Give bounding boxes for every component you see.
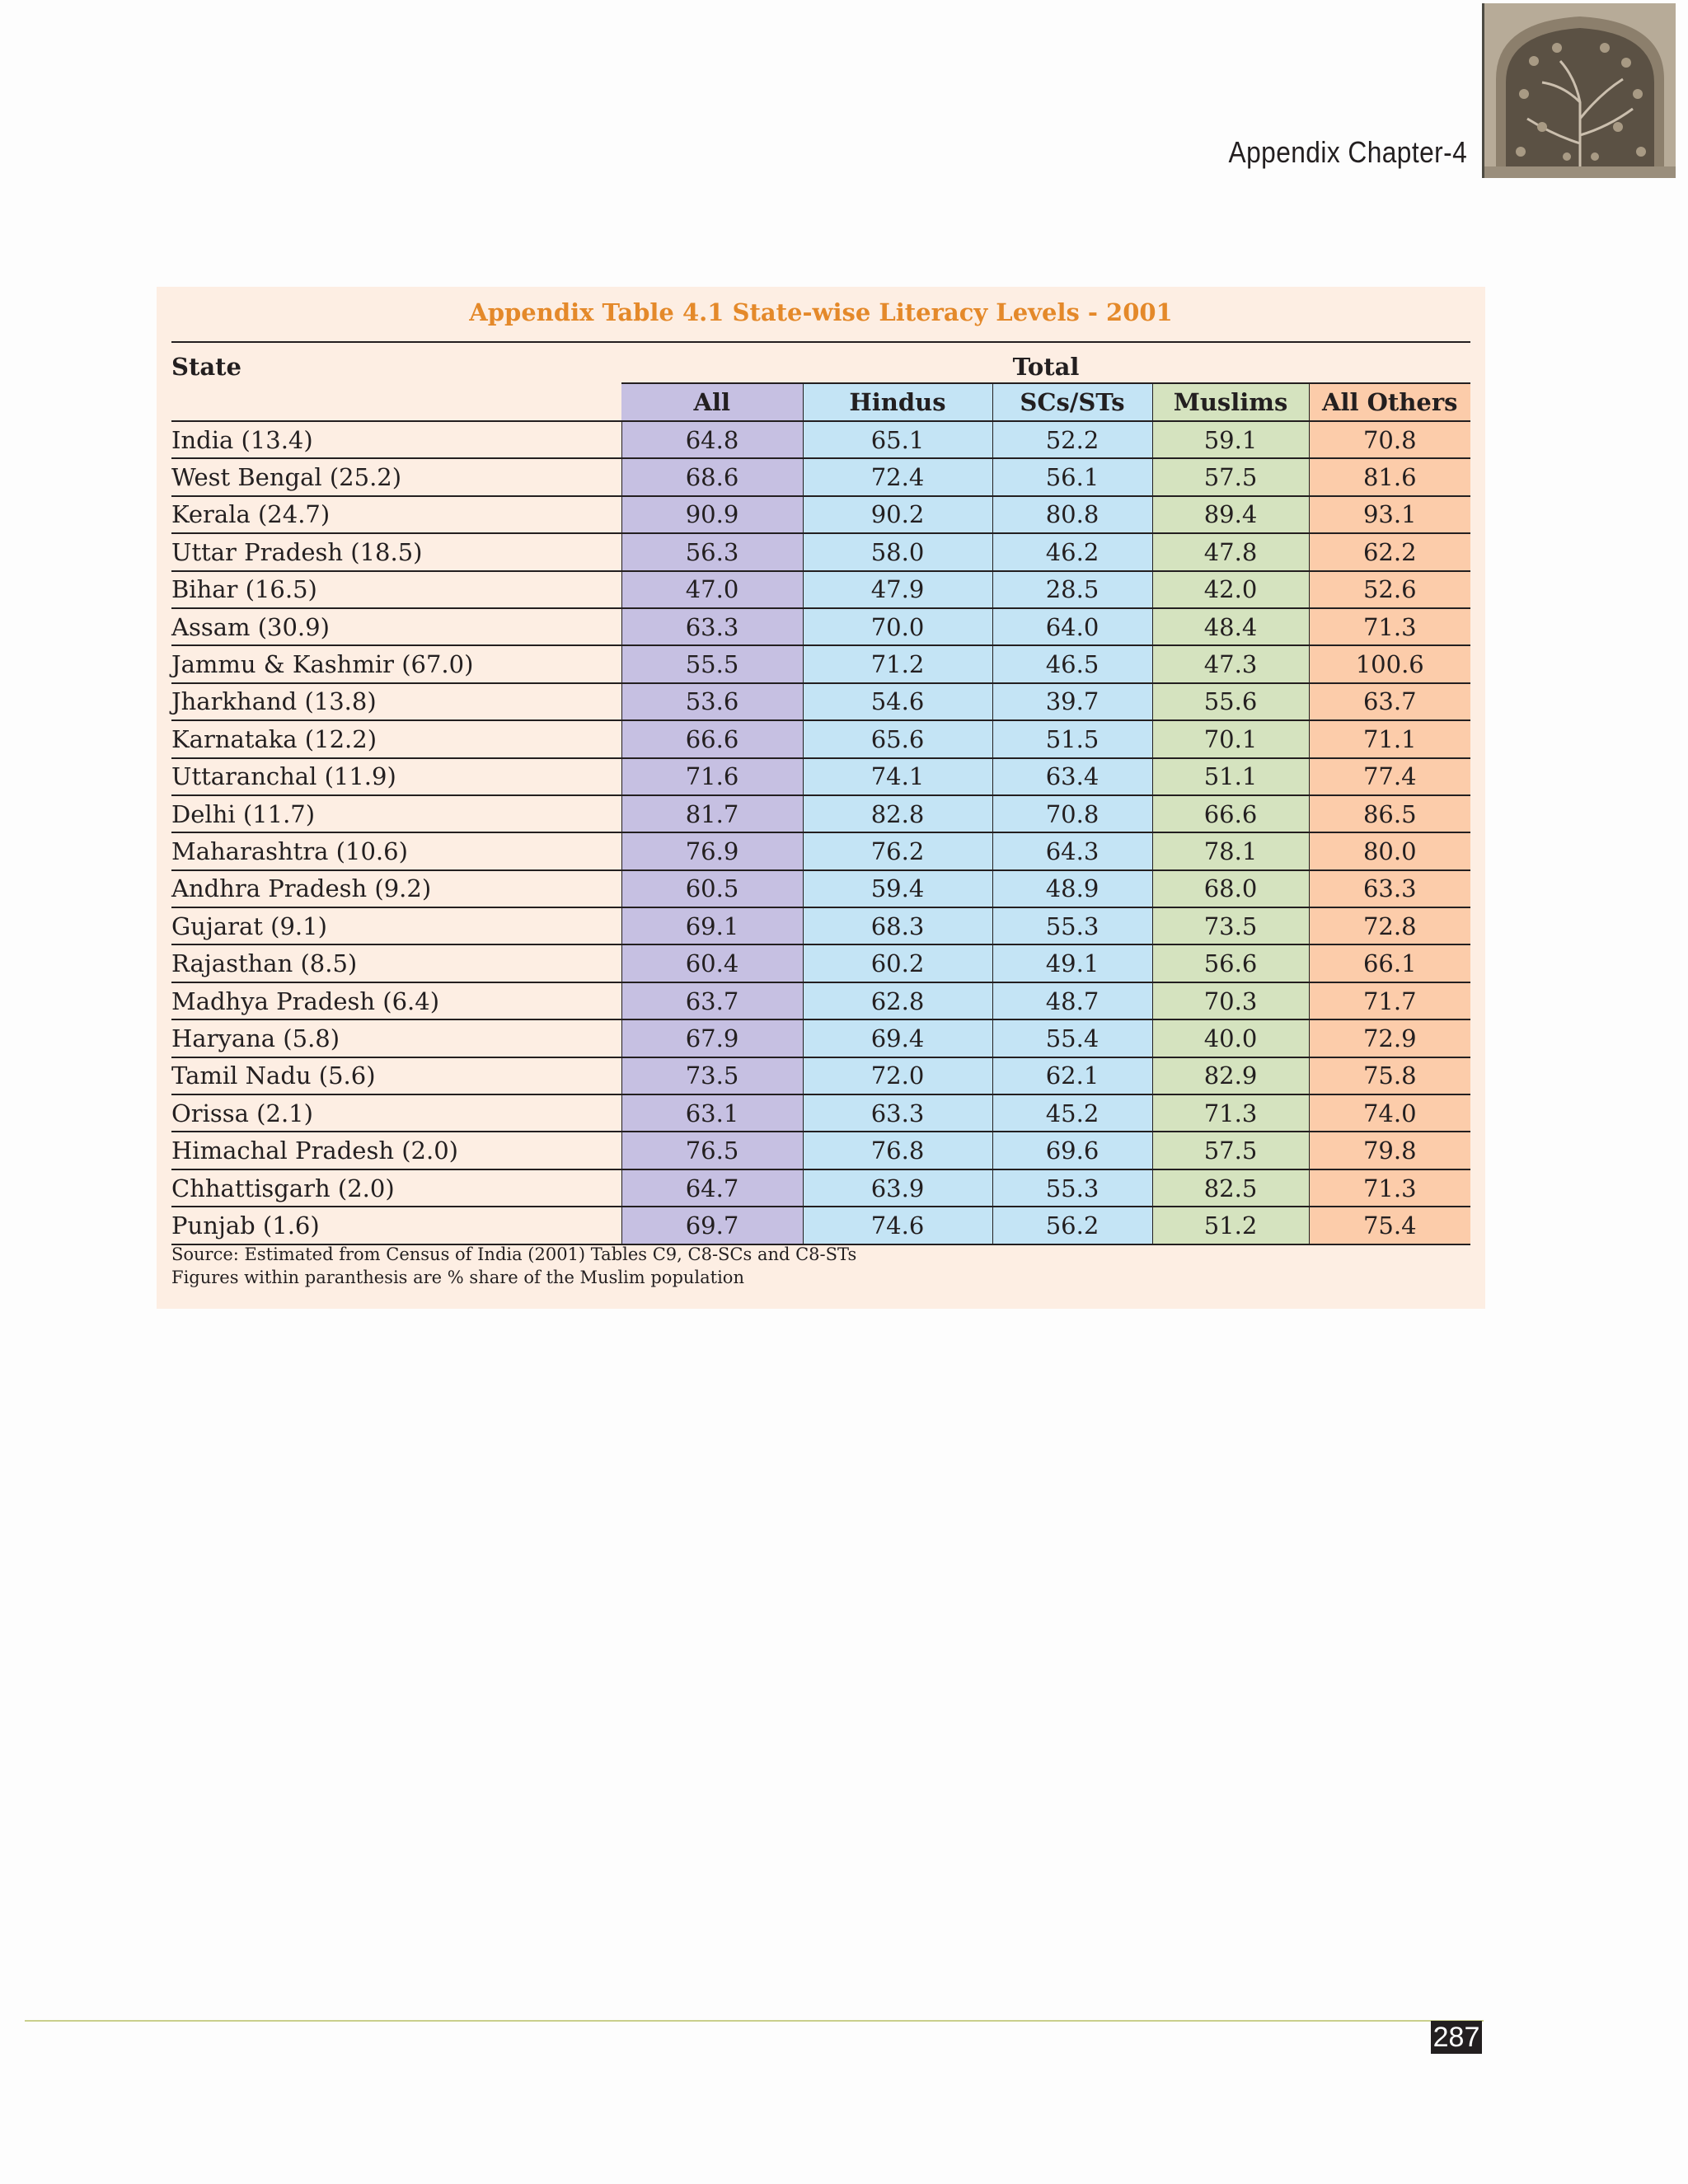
state-name-cell: Haryana (5.8) <box>171 1019 621 1057</box>
hindus-value-cell: 76.8 <box>803 1132 992 1169</box>
hindus-value-cell: 62.8 <box>803 982 992 1019</box>
state-name-cell: Maharashtra (10.6) <box>171 832 621 869</box>
literacy-table <box>171 341 1470 1245</box>
scs-sts-value-cell: 55.3 <box>992 907 1152 944</box>
state-name-cell: West Bengal (25.2) <box>171 458 621 495</box>
all-value-cell: 76.5 <box>621 1132 803 1169</box>
all-value-cell: 64.7 <box>621 1169 803 1207</box>
hindus-value-cell: 72.4 <box>803 458 992 495</box>
table-row <box>171 1019 1470 1057</box>
all-others-value-cell: 81.6 <box>1309 458 1470 495</box>
table-row <box>171 608 1470 645</box>
table-row <box>171 720 1470 757</box>
all-others-value-cell: 74.0 <box>1309 1094 1470 1132</box>
table-row <box>171 870 1470 907</box>
table-row <box>171 1132 1470 1169</box>
all-value-cell: 69.1 <box>621 907 803 944</box>
state-name-cell: Bihar (16.5) <box>171 571 621 608</box>
table-row <box>171 1057 1470 1094</box>
muslims-value-cell: 70.3 <box>1152 982 1309 1019</box>
all-value-cell: 76.9 <box>621 832 803 869</box>
table-row <box>171 645 1470 682</box>
table-panel <box>157 287 1485 1309</box>
muslims-value-cell: 51.2 <box>1152 1207 1309 1244</box>
muslims-value-cell: 68.0 <box>1152 870 1309 907</box>
all-value-cell: 63.7 <box>621 982 803 1019</box>
all-others-value-cell: 86.5 <box>1309 795 1470 832</box>
state-name-cell: Uttaranchal (11.9) <box>171 758 621 795</box>
scs-sts-value-cell: 64.0 <box>992 608 1152 645</box>
column-header-muslims: Muslims <box>1152 383 1309 421</box>
state-name-cell: Orissa (2.1) <box>171 1094 621 1132</box>
state-name-cell: Andhra Pradesh (9.2) <box>171 870 621 907</box>
table-row <box>171 533 1470 570</box>
scs-sts-value-cell: 55.4 <box>992 1019 1152 1057</box>
state-column-header: State <box>171 342 621 421</box>
muslims-value-cell: 42.0 <box>1152 571 1309 608</box>
all-others-value-cell: 100.6 <box>1309 645 1470 682</box>
hindus-value-cell: 60.2 <box>803 944 992 982</box>
hindus-value-cell: 63.3 <box>803 1094 992 1132</box>
scs-sts-value-cell: 55.3 <box>992 1169 1152 1207</box>
muslims-value-cell: 66.6 <box>1152 795 1309 832</box>
scs-sts-value-cell: 46.5 <box>992 645 1152 682</box>
scs-sts-value-cell: 70.8 <box>992 795 1152 832</box>
table-row <box>171 421 1470 458</box>
chapter-label: Appendix Chapter-4 <box>1228 135 1467 169</box>
state-name-cell: Kerala (24.7) <box>171 496 621 533</box>
state-name-cell: Uttar Pradesh (18.5) <box>171 533 621 570</box>
all-others-value-cell: 63.7 <box>1309 683 1470 720</box>
muslims-value-cell: 89.4 <box>1152 496 1309 533</box>
jali-window-image <box>1484 3 1676 178</box>
hindus-value-cell: 71.2 <box>803 645 992 682</box>
all-value-cell: 67.9 <box>621 1019 803 1057</box>
table-row <box>171 496 1470 533</box>
table-row <box>171 683 1470 720</box>
hindus-value-cell: 74.1 <box>803 758 992 795</box>
scs-sts-value-cell: 80.8 <box>992 496 1152 533</box>
state-name-cell: India (13.4) <box>171 421 621 458</box>
all-others-value-cell: 71.3 <box>1309 1169 1470 1207</box>
scs-sts-value-cell: 52.2 <box>992 421 1152 458</box>
all-others-value-cell: 72.9 <box>1309 1019 1470 1057</box>
all-others-value-cell: 63.3 <box>1309 870 1470 907</box>
all-value-cell: 60.4 <box>621 944 803 982</box>
page-number: 287 <box>1431 2021 1482 2054</box>
column-header-all: All <box>621 383 803 421</box>
state-name-cell: Punjab (1.6) <box>171 1207 621 1244</box>
state-name-cell: Delhi (11.7) <box>171 795 621 832</box>
total-group-header: Total <box>621 342 1470 383</box>
footer-rule <box>25 2020 1484 2022</box>
scs-sts-value-cell: 62.1 <box>992 1057 1152 1094</box>
all-others-value-cell: 62.2 <box>1309 533 1470 570</box>
muslims-value-cell: 71.3 <box>1152 1094 1309 1132</box>
muslims-value-cell: 40.0 <box>1152 1019 1309 1057</box>
hindus-value-cell: 90.2 <box>803 496 992 533</box>
parenthesis-note: Figures within paranthesis are % share of the Muslim population <box>171 1268 744 1287</box>
all-value-cell: 53.6 <box>621 683 803 720</box>
muslims-value-cell: 51.1 <box>1152 758 1309 795</box>
muslims-value-cell: 57.5 <box>1152 1132 1309 1169</box>
all-value-cell: 60.5 <box>621 870 803 907</box>
scs-sts-value-cell: 51.5 <box>992 720 1152 757</box>
hindus-value-cell: 54.6 <box>803 683 992 720</box>
muslims-value-cell: 73.5 <box>1152 907 1309 944</box>
all-others-value-cell: 71.7 <box>1309 982 1470 1019</box>
table-row <box>171 944 1470 982</box>
hindus-value-cell: 58.0 <box>803 533 992 570</box>
scs-sts-value-cell: 45.2 <box>992 1094 1152 1132</box>
hindus-value-cell: 69.4 <box>803 1019 992 1057</box>
muslims-value-cell: 82.5 <box>1152 1169 1309 1207</box>
all-value-cell: 73.5 <box>621 1057 803 1094</box>
all-others-value-cell: 71.1 <box>1309 720 1470 757</box>
scs-sts-value-cell: 56.2 <box>992 1207 1152 1244</box>
state-name-cell: Chhattisgarh (2.0) <box>171 1169 621 1207</box>
hindus-value-cell: 68.3 <box>803 907 992 944</box>
hindus-value-cell: 70.0 <box>803 608 992 645</box>
hindus-value-cell: 74.6 <box>803 1207 992 1244</box>
table-row <box>171 1207 1470 1244</box>
muslims-value-cell: 47.8 <box>1152 533 1309 570</box>
state-name-cell: Himachal Pradesh (2.0) <box>171 1132 621 1169</box>
table-row <box>171 571 1470 608</box>
hindus-value-cell: 63.9 <box>803 1169 992 1207</box>
scs-sts-value-cell: 63.4 <box>992 758 1152 795</box>
scs-sts-value-cell: 39.7 <box>992 683 1152 720</box>
column-header-scs-sts: SCs/STs <box>992 383 1152 421</box>
state-name-cell: Karnataka (12.2) <box>171 720 621 757</box>
scs-sts-value-cell: 46.2 <box>992 533 1152 570</box>
all-others-value-cell: 52.6 <box>1309 571 1470 608</box>
table-row <box>171 458 1470 495</box>
muslims-value-cell: 82.9 <box>1152 1057 1309 1094</box>
state-name-cell: Jharkhand (13.8) <box>171 683 621 720</box>
all-value-cell: 56.3 <box>621 533 803 570</box>
scs-sts-value-cell: 69.6 <box>992 1132 1152 1169</box>
hindus-value-cell: 76.2 <box>803 832 992 869</box>
scs-sts-value-cell: 56.1 <box>992 458 1152 495</box>
all-value-cell: 71.6 <box>621 758 803 795</box>
all-value-cell: 66.6 <box>621 720 803 757</box>
scs-sts-value-cell: 64.3 <box>992 832 1152 869</box>
all-value-cell: 64.8 <box>621 421 803 458</box>
column-header-hindus: Hindus <box>803 383 992 421</box>
state-name-cell: Madhya Pradesh (6.4) <box>171 982 621 1019</box>
muslims-value-cell: 55.6 <box>1152 683 1309 720</box>
scs-sts-value-cell: 48.9 <box>992 870 1152 907</box>
muslims-value-cell: 47.3 <box>1152 645 1309 682</box>
state-name-cell: Assam (30.9) <box>171 608 621 645</box>
table-row <box>171 1094 1470 1132</box>
table-row <box>171 1169 1470 1207</box>
all-others-value-cell: 75.4 <box>1309 1207 1470 1244</box>
all-value-cell: 55.5 <box>621 645 803 682</box>
table-row <box>171 758 1470 795</box>
all-others-value-cell: 80.0 <box>1309 832 1470 869</box>
state-name-cell: Rajasthan (8.5) <box>171 944 621 982</box>
hindus-value-cell: 72.0 <box>803 1057 992 1094</box>
column-header-all-others: All Others <box>1309 383 1470 421</box>
state-name-cell: Tamil Nadu (5.6) <box>171 1057 621 1094</box>
all-value-cell: 68.6 <box>621 458 803 495</box>
monument-photo <box>1482 3 1676 178</box>
all-others-value-cell: 66.1 <box>1309 944 1470 982</box>
hindus-value-cell: 59.4 <box>803 870 992 907</box>
all-others-value-cell: 75.8 <box>1309 1057 1470 1094</box>
table-body <box>171 421 1470 1244</box>
all-others-value-cell: 93.1 <box>1309 496 1470 533</box>
hindus-value-cell: 65.6 <box>803 720 992 757</box>
state-name-cell: Gujarat (9.1) <box>171 907 621 944</box>
all-value-cell: 47.0 <box>621 571 803 608</box>
all-others-value-cell: 70.8 <box>1309 421 1470 458</box>
hindus-value-cell: 65.1 <box>803 421 992 458</box>
hindus-value-cell: 82.8 <box>803 795 992 832</box>
all-value-cell: 63.1 <box>621 1094 803 1132</box>
scs-sts-value-cell: 48.7 <box>992 982 1152 1019</box>
muslims-value-cell: 57.5 <box>1152 458 1309 495</box>
all-value-cell: 63.3 <box>621 608 803 645</box>
scs-sts-value-cell: 49.1 <box>992 944 1152 982</box>
muslims-value-cell: 70.1 <box>1152 720 1309 757</box>
table-notes <box>171 1243 856 1289</box>
scs-sts-value-cell: 28.5 <box>992 571 1152 608</box>
all-value-cell: 90.9 <box>621 496 803 533</box>
all-others-value-cell: 72.8 <box>1309 907 1470 944</box>
muslims-value-cell: 48.4 <box>1152 608 1309 645</box>
all-value-cell: 69.7 <box>621 1207 803 1244</box>
all-others-value-cell: 79.8 <box>1309 1132 1470 1169</box>
table-row <box>171 795 1470 832</box>
source-note: Source: Estimated from Census of India (2001) Tables C9, C8-SCs and C8-STs <box>171 1244 857 1264</box>
state-name-cell: Jammu & Kashmir (67.0) <box>171 645 621 682</box>
hindus-value-cell: 47.9 <box>803 571 992 608</box>
table-title: Appendix Table 4.1 State-wise Literacy Levels - 2001 <box>469 298 1173 326</box>
all-others-value-cell: 77.4 <box>1309 758 1470 795</box>
all-others-value-cell: 71.3 <box>1309 608 1470 645</box>
all-value-cell: 81.7 <box>621 795 803 832</box>
table-row <box>171 982 1470 1019</box>
muslims-value-cell: 78.1 <box>1152 832 1309 869</box>
muslims-value-cell: 59.1 <box>1152 421 1309 458</box>
table-row <box>171 832 1470 869</box>
table-row <box>171 907 1470 944</box>
muslims-value-cell: 56.6 <box>1152 944 1309 982</box>
